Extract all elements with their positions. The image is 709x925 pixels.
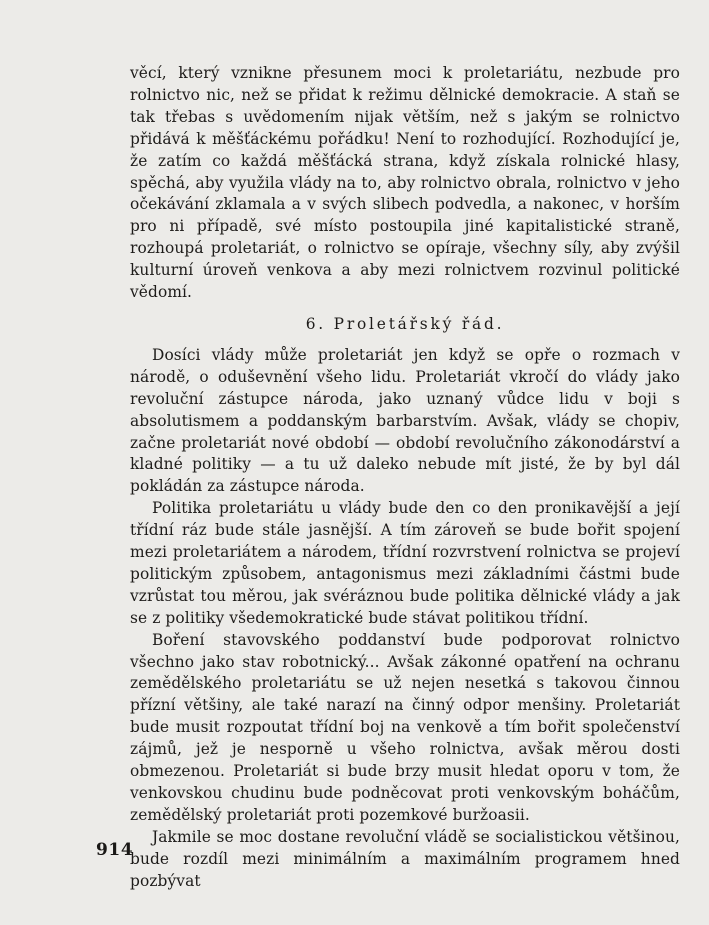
body-paragraph: Boření stavovského poddanství bude podporovat rolnictvo všechno jako stav robotnický... Avšak zákonné opatření na ochranu zemědělského proletariátu se už nejen nesetká s takovou činnou přízní většiny, ale také narazí na činný odpor menšiny. Proletariát bude musit rozpoutat třídní boj na venkově a tím bořit společenství zájmů, jež je nesporně u všeho rolnictva, avšak měrou dosti obmezenou. Proletariát si bude brzy musit hledat oporu v tom, že venkovskou chudinu bude podněcovat proti venkovským boháčům, zemědělský proletariát proti pozemkové buržoasii.	[130, 630, 680, 824]
intro-paragraph: věcí, který vznikne přesunem moci k proletariátu, nezbude pro rolnictvo nic, než se přidat k režimu dělnické demokracie. A staň se tak třebas s uvědomením nijak větším, než s jakým se rolnictvo přidává k měšťáckému pořádku! Není to rozhodující. Rozhodující je, že zatím co každá měšťácká strana, když získala rolnické hlasy, spěchá, aby využila vlády na to, aby rolnictvo obrala, rolnictvo v jeho očekávání zklamala a v svých slibech podvedla, a nakonec, v horším pro ni případě, své místo postoupila jiné kapitalistické straně, rozhoupá proletariát, o rolnictvo se opíraje, všechny síly, aby zvýšil kulturní úroveň venkova a aby mezi rolnictvem rozvinul politické vědomí.	[130, 64, 680, 302]
page-number: 914	[96, 840, 134, 860]
body-paragraph: Dosíci vlády může proletariát jen když se opře o rozmach v národě, o oduševnění všeho lidu. Proletariát vkročí do vlády jako revoluční zástupce národa, jako uznaný vůdce lidu v boji s absolutismem a poddanským barbarstvím. Avšak, vlády se chopiv, začne proletariát nové období — období revolučního zákonodárství a kladné politiky — a tu už daleko nebude mít jisté, že by byl dál pokládán za zástupce národa.	[130, 345, 680, 496]
section-heading: 6. Proletářský řád.	[305, 314, 505, 333]
book-page-text	[130, 63, 680, 893]
body-paragraph: Politika proletariátu u vlády bude den co den pronikavější a její třídní ráz bude stále jasnější. A tím zároveň se bude bořit spojení mezi proletariátem a národem, třídní rozvrstvení rolnictva se projeví politickým způsobem, antagonismus mezi základními částmi bude vzrůstat tou měrou, jak svéráznou bude politika dělnické vlády a jak se z politiky všedemokratické bude stávat politikou třídní.	[130, 499, 680, 627]
body-paragraph: Jakmile se moc dostane revoluční vládě se socialistickou většinou, bude rozdíl mezi minimálním a maximálním programem hned pozbývat	[130, 827, 680, 890]
